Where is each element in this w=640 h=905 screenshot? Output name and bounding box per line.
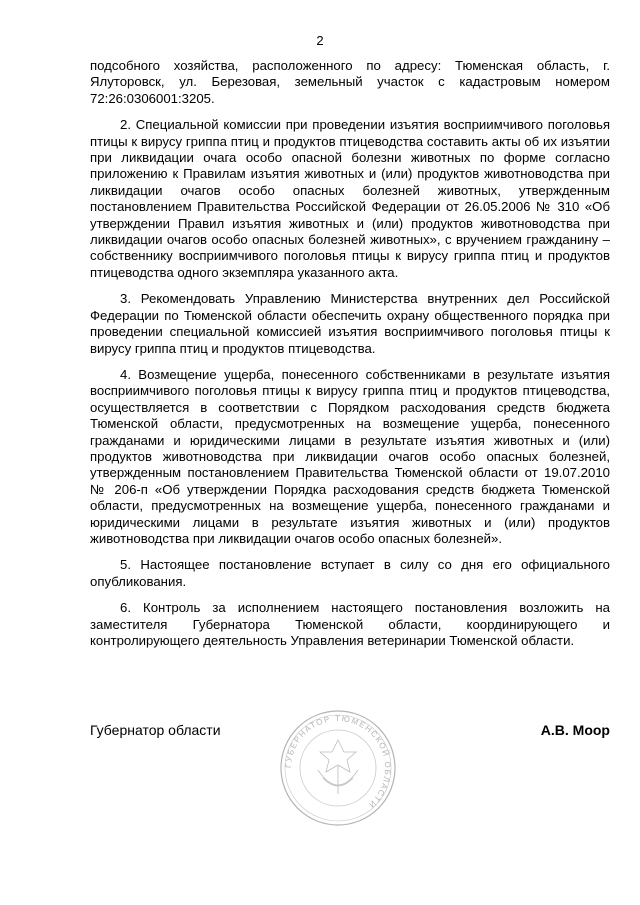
signatory-name: А.В. Моор <box>540 722 610 738</box>
paragraph-3: 3. Рекомендовать Управлению Министерства внутренних дел Российской Федерации по Тюменской области обеспечить охрану общественного порядка при проведении специальной комиссией изъятия восприимчивого поголовья птицы к вирусу гриппа птиц и продуктов птицеводства. <box>90 291 610 356</box>
paragraph-continuation: подсобного хозяйства, расположенного по адресу: Тюменская область, г. Ялуторовск, ул. Березовая, земельный участок с кадастровым номером 72:26:0306001:3205. <box>90 58 610 106</box>
page-number: 2 <box>316 33 324 48</box>
paragraph-2: 2. Специальной комиссии при проведении изъятия восприимчивого поголовья птицы к вирусу гриппа птиц и продуктов птицеводства составить акты об их изъятии при ликвидации очага особо опасной болезни животных по форме согласно приложению к Правилам изъятия животных и (или) продуктов животноводства при ликвидации очагов особо опасных болезней животных, утвержденным постановлением Правительства Российской Федерации от 26.05.2006 № 310 «Об утверждении Правил изъятия животных и (или) продуктов животноводства при ликвидации очагов особо опасных болезней животных», с вручением гражданину – собственнику восприимчивого поголовья птицы к вирусу гриппа птиц и продуктов птицеводства одного экземпляра указанного акта. <box>90 117 610 280</box>
paragraph-4: 4. Возмещение ущерба, понесенного собственниками в результате изъятия восприимчивого поголовья птицы к вирусу гриппа птиц и продуктов птицеводства, осуществляется в соответствии с Порядком расходования средств бюджета Тюменской области, предусмотренных на возмещение ущерба, понесенного гражданами и юридическими лицами в результате изъятия животных и (или) продуктов животноводства при ликвидации очагов особо опасных болезней, утвержденным постановлением Правительства Тюменской области от 19.07.2010 № 206-п «Об утверждении Порядка расходования средств бюджета Тюменской области, предусмотренных на возмещение ущерба, понесенного гражданами и юридическими лицами в результате изъятия животных и (или) продуктов животноводства при ликвидации очагов особо опасных болезней». <box>90 366 610 546</box>
seal-text: ГУБЕРНАТОР ТЮМЕНСКОЙ ОБЛАСТИ <box>283 713 393 811</box>
official-seal <box>278 708 398 828</box>
paragraph-5: 5. Настоящее постановление вступает в силу со дня его официального опубликования. <box>90 557 610 589</box>
signatory-role: Губернатор области <box>90 722 221 738</box>
paragraph-6: 6. Контроль за исполнением настоящего постановления возложить на заместителя Губернатора Тюменской области, координирующего и контролирующего деятельность Управления ветеринарии Тюменской области. <box>90 600 610 648</box>
document-body <box>90 58 610 659</box>
signature-block <box>90 708 610 828</box>
